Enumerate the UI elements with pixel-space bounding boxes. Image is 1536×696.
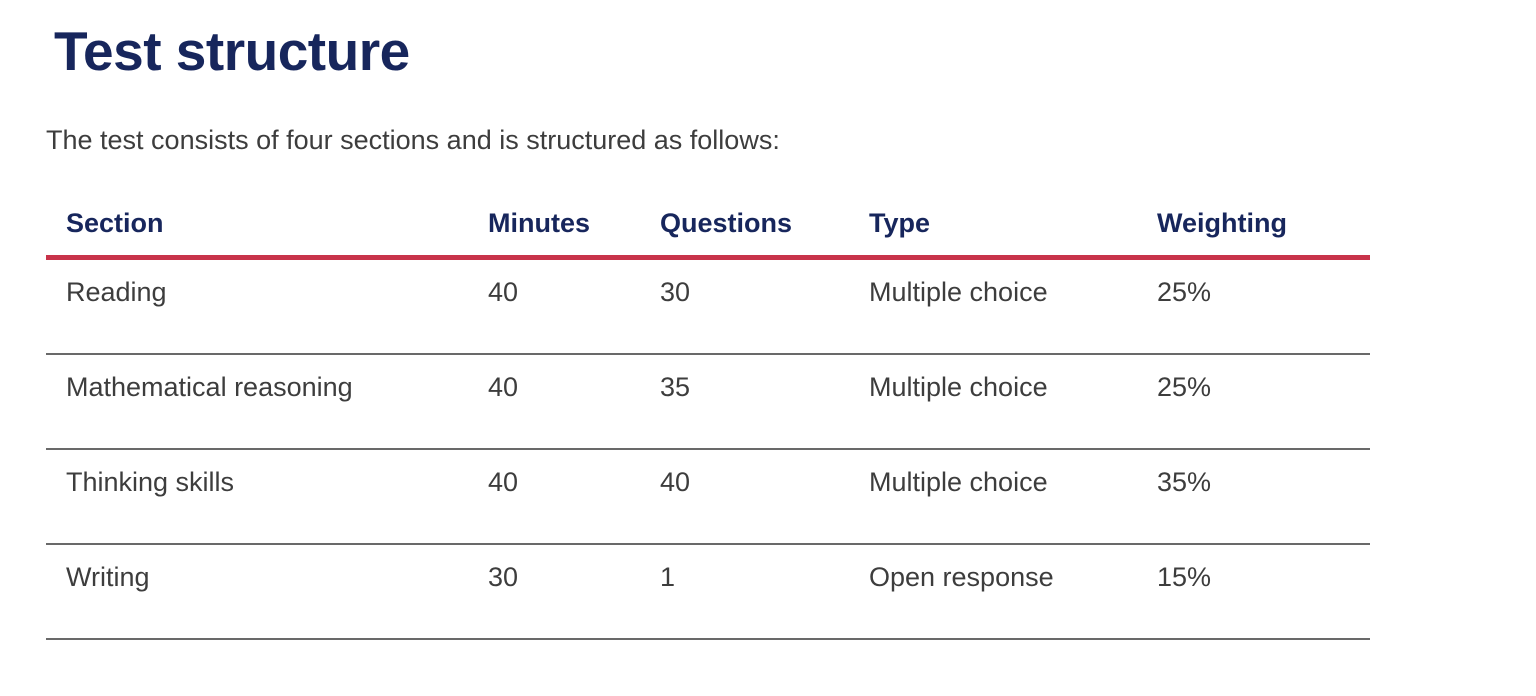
table-row [46,258,1370,355]
table-header-row [46,202,1370,258]
cell-weighting: 25% [1137,354,1370,449]
column-header-section: Section [46,202,468,258]
cell-type: Multiple choice [849,354,1137,449]
test-structure-table [46,202,1370,640]
cell-type: Multiple choice [849,258,1137,355]
cell-weighting: 25% [1137,258,1370,355]
cell-questions: 35 [640,354,849,449]
cell-section: Reading [46,258,468,355]
intro-text: The test consists of four sections and is structured as follows: [46,125,780,156]
cell-questions: 1 [640,544,849,639]
page-title: Test structure [54,20,410,82]
cell-minutes: 40 [468,354,640,449]
page-content [0,20,1536,640]
cell-weighting: 15% [1137,544,1370,639]
cell-weighting: 35% [1137,449,1370,544]
column-header-questions: Questions [640,202,849,258]
cell-section: Mathematical reasoning [46,354,468,449]
column-header-weighting: Weighting [1137,202,1370,258]
cell-type: Multiple choice [849,449,1137,544]
cell-questions: 40 [640,449,849,544]
table-row [46,544,1370,639]
table-row [46,354,1370,449]
table-row [46,449,1370,544]
cell-section: Thinking skills [46,449,468,544]
cell-minutes: 40 [468,449,640,544]
cell-minutes: 40 [468,258,640,355]
cell-minutes: 30 [468,544,640,639]
cell-questions: 30 [640,258,849,355]
cell-type: Open response [849,544,1137,639]
cell-section: Writing [46,544,468,639]
column-header-minutes: Minutes [468,202,640,258]
column-header-type: Type [849,202,1137,258]
